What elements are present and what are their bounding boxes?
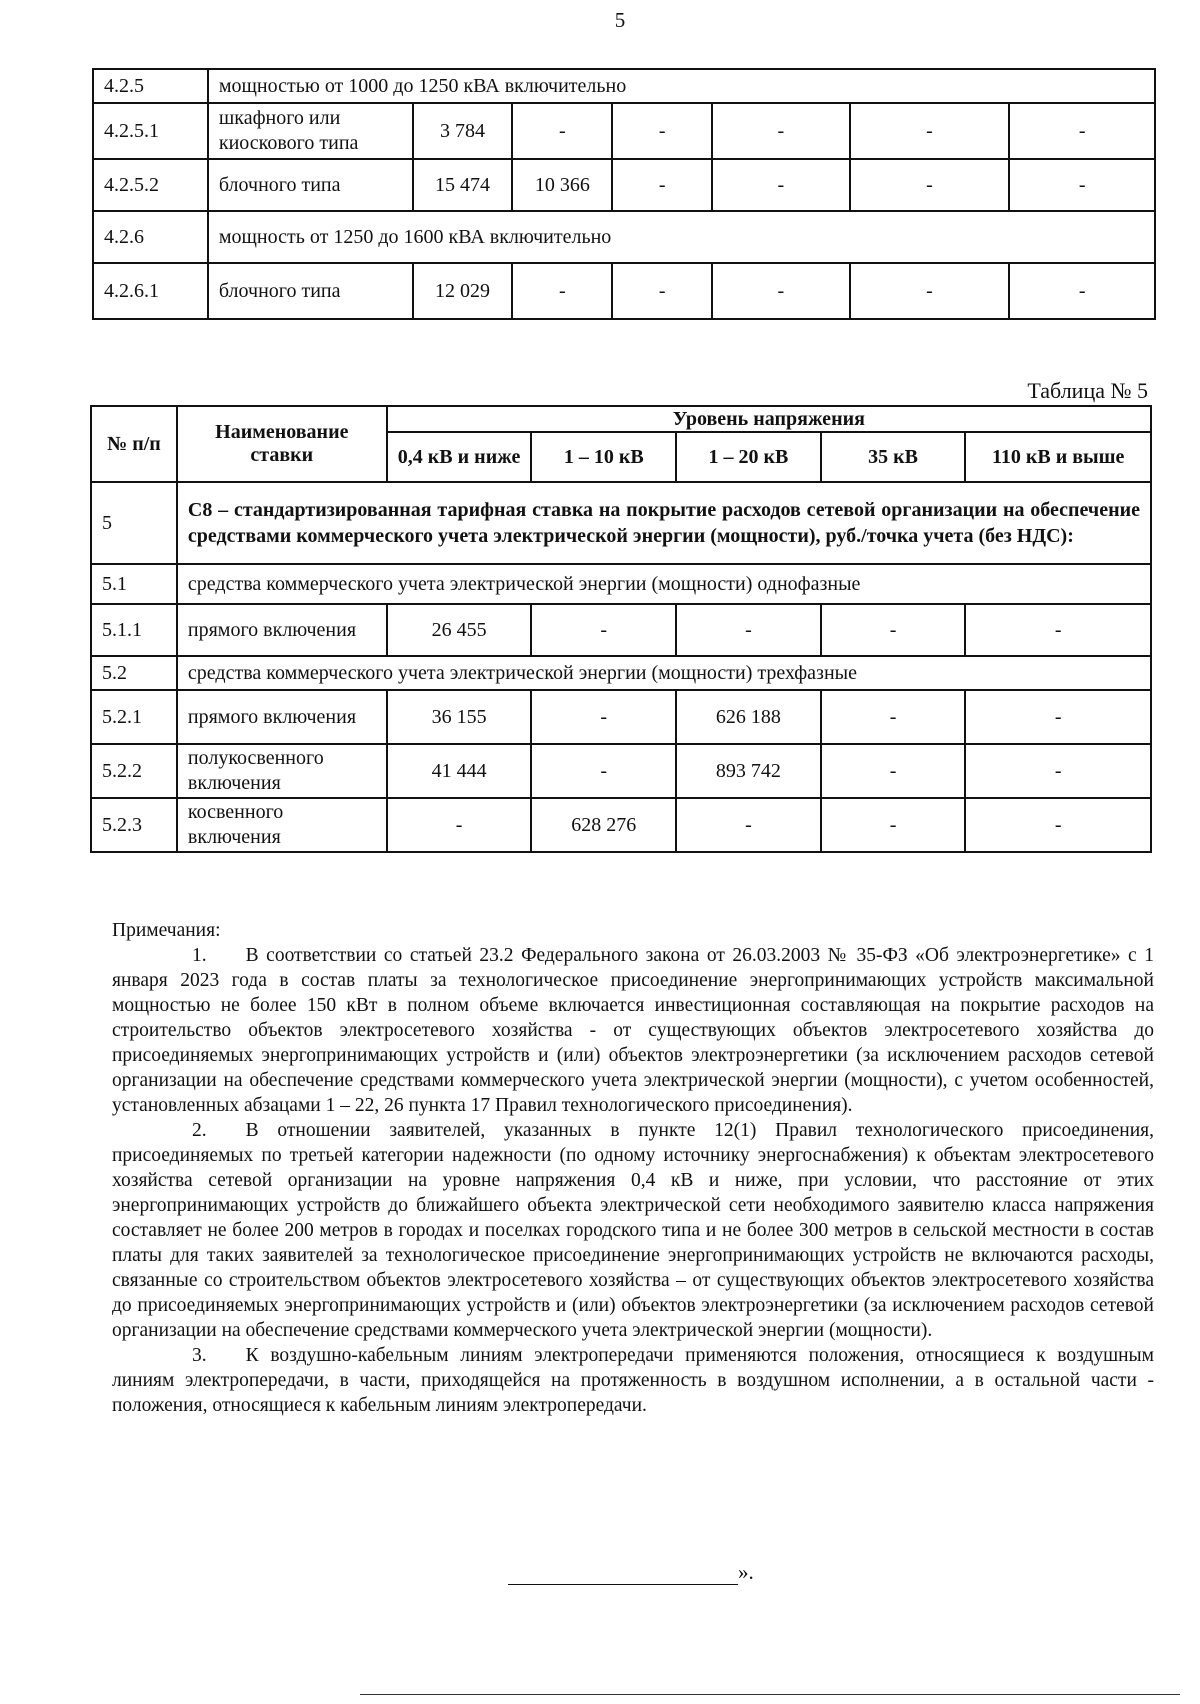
value-cell: -	[821, 744, 966, 798]
table-row	[93, 263, 1155, 319]
header-row	[91, 406, 1151, 432]
header-column: 35 кВ	[821, 432, 966, 482]
value-cell: -	[1009, 103, 1155, 159]
value-cell: -	[531, 744, 676, 798]
table-row	[91, 744, 1151, 798]
table-row	[91, 604, 1151, 656]
closing-line	[508, 1564, 738, 1585]
table-row	[91, 482, 1151, 564]
notes-section	[112, 918, 1154, 1418]
table-row	[93, 159, 1155, 211]
value-cell: -	[821, 690, 966, 744]
value-cell: 12 029	[413, 263, 513, 319]
header-voltage-level: Уровень напряжения	[387, 406, 1151, 432]
row-number: 4.2.6.1	[93, 263, 208, 319]
row-number: 5.1	[91, 564, 177, 604]
value-cell: 10 366	[512, 159, 612, 211]
row-label: мощностью от 1000 до 1250 кВА включительно	[208, 69, 1155, 103]
row-number: 4.2.5	[93, 69, 208, 103]
value-cell: -	[612, 103, 712, 159]
value-cell: -	[965, 604, 1151, 656]
value-cell: -	[850, 159, 1010, 211]
value-cell: 626 188	[676, 690, 821, 744]
table-row	[93, 103, 1155, 159]
value-cell: -	[712, 263, 850, 319]
row-label: средства коммерческого учета электрической энергии (мощности) однофазные	[177, 564, 1151, 604]
value-cell: -	[512, 263, 612, 319]
header-name: Наименование ставки	[177, 406, 387, 482]
table-row	[91, 690, 1151, 744]
value-cell: 26 455	[387, 604, 532, 656]
closing-quote: ».	[738, 1560, 754, 1584]
value-cell: -	[821, 798, 966, 852]
note-item: 1. В соответствии со статьей 23.2 Федерального закона от 26.03.2003 № 35-ФЗ «Об электроэнергетике» с 1 января 2023 года в состав платы за технологическое присоединение энергопринимающих устройств максимальной мощностью не более 150 кВт в полном объеме включается инвестиционная составляющая на покрытие расходов на строительство объектов электросетевого хозяйства - от существующих объектов электросетевого хозяйства до присоединяемых энергопринимающих устройств и (или) объектов электроэнергетики (за исключением расходов сетевой организации на обеспечение средствами коммерческого учета электрической энергии (мощности), с учетом особенностей, установленных абзацами 1 – 22, 26 пункта 17 Правил технологического присоединения).	[112, 945, 1154, 1116]
tariff-table-continuation	[92, 68, 1156, 320]
row-label: средства коммерческого учета электрической энергии (мощности) трехфазные	[177, 656, 1151, 690]
value-cell: -	[712, 159, 850, 211]
value-cell: -	[965, 690, 1151, 744]
row-number: 5	[91, 482, 177, 564]
value-cell: -	[612, 159, 712, 211]
row-number: 5.2.2	[91, 744, 177, 798]
row-number: 5.2.1	[91, 690, 177, 744]
header-column: 110 кВ и выше	[965, 432, 1151, 482]
row-label: прямого включения	[177, 604, 387, 656]
row-label: прямого включения	[177, 690, 387, 744]
value-cell: -	[676, 604, 821, 656]
value-cell: -	[965, 798, 1151, 852]
value-cell: -	[850, 103, 1010, 159]
row-label: шкафного или киоскового типа	[208, 103, 413, 159]
header-column: 0,4 кВ и ниже	[387, 432, 532, 482]
value-cell: -	[1009, 263, 1155, 319]
value-cell: 15 474	[413, 159, 513, 211]
value-cell: -	[676, 798, 821, 852]
table-row	[91, 798, 1151, 852]
header-column: 1 – 20 кВ	[676, 432, 821, 482]
bottom-rule	[360, 1694, 1180, 1695]
value-cell: -	[712, 103, 850, 159]
rate-title: С8 – стандартизированная тарифная ставка на покрытие расходов сетевой организации на обеспечение средствами коммерческого учета электрической энергии (мощности), руб./точка учета (без НДС):	[177, 482, 1151, 564]
header-column: 1 – 10 кВ	[531, 432, 676, 482]
value-cell: 628 276	[531, 798, 676, 852]
value-cell: 41 444	[387, 744, 532, 798]
row-label: мощность от 1250 до 1600 кВА включительно	[208, 211, 1155, 263]
value-cell: -	[965, 744, 1151, 798]
closing-mark	[508, 1560, 754, 1585]
note-item: 3. К воздушно-кабельным линиям электропередачи применяются положения, относящиеся к воздушным линиям электропередачи, в части, приходящейся на протяженность в воздушном исполнении, а в остальной части - положения, относящиеся к кабельным линиям электропередачи.	[112, 1345, 1154, 1416]
row-label: полукосвенного включения	[177, 744, 387, 798]
value-cell: -	[387, 798, 532, 852]
table-row	[93, 211, 1155, 263]
notes-title: Примечания:	[112, 920, 221, 941]
page-number: 5	[614, 8, 626, 32]
value-cell: 36 155	[387, 690, 532, 744]
value-cell: -	[531, 604, 676, 656]
note-item: 2. В отношении заявителей, указанных в пункте 12(1) Правил технологического присоединения, присоединяемых по третьей категории надежности (по одному источнику энергоснабжения) к объектам электросетевого хозяйства сетевой организации на уровне напряжения 0,4 кВ и ниже, при условии, что расстояние от этих энергопринимающих устройств до ближайшего объекта электрической сети необходимого заявителю класса напряжения составляет не более 200 метров в городах и поселках городского типа и не более 300 метров в сельской местности в состав платы для таких заявителей за технологическое присоединение энергопринимающих устройств не включаются расходы, связанные со строительством объектов электросетевого хозяйства – от существующих объектов электросетевого хозяйства до присоединяемых энергопринимающих устройств и (или) объектов электроэнергетики (за исключением расходов сетевой организации на обеспечение средствами коммерческого учета электрической энергии (мощности).	[112, 1120, 1154, 1341]
row-number: 5.1.1	[91, 604, 177, 656]
value-cell: 3 784	[413, 103, 513, 159]
row-label: блочного типа	[208, 263, 413, 319]
table-row	[91, 564, 1151, 604]
value-cell: -	[1009, 159, 1155, 211]
row-number: 4.2.6	[93, 211, 208, 263]
table-row	[91, 656, 1151, 690]
tariff-table-5	[90, 405, 1152, 853]
row-number: 4.2.5.1	[93, 103, 208, 159]
value-cell: 893 742	[676, 744, 821, 798]
value-cell: -	[612, 263, 712, 319]
value-cell: -	[531, 690, 676, 744]
row-label: косвенного включения	[177, 798, 387, 852]
value-cell: -	[821, 604, 966, 656]
value-cell: -	[850, 263, 1010, 319]
row-number: 5.2.3	[91, 798, 177, 852]
table-row	[93, 69, 1155, 103]
row-number: 5.2	[91, 656, 177, 690]
row-number: 4.2.5.2	[93, 159, 208, 211]
row-label: блочного типа	[208, 159, 413, 211]
table-caption: Таблица № 5	[1027, 378, 1148, 403]
header-number: № п/п	[91, 406, 177, 482]
value-cell: -	[512, 103, 612, 159]
